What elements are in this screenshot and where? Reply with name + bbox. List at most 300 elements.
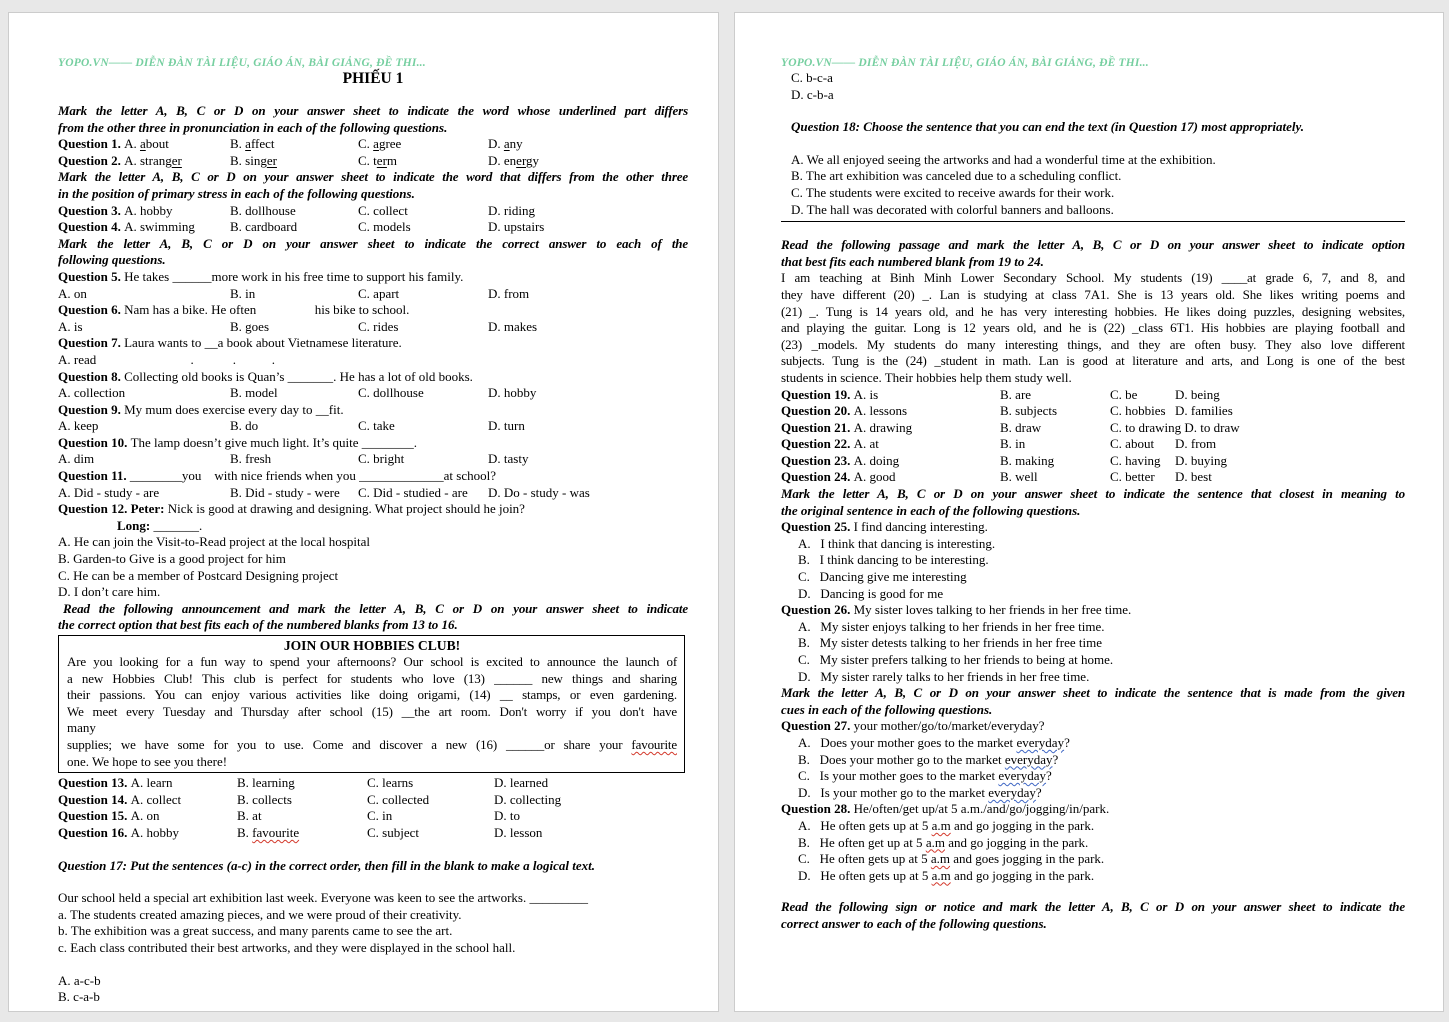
text-segment: D. hobby (488, 385, 537, 401)
text-segment: a.m (925, 834, 945, 850)
options-row (58, 775, 688, 792)
text-segment: A. He often gets up at 5 (798, 817, 932, 833)
text-segment: A. at (853, 436, 879, 452)
text-segment: Question 11. (58, 468, 130, 484)
option-cell (1000, 403, 1110, 420)
text-segment: C. Is your mother goes to the market (798, 768, 999, 784)
option-cell (58, 451, 230, 468)
option-cell (1000, 453, 1110, 470)
question-stem (58, 468, 688, 485)
question-stem (58, 302, 688, 319)
text-segment: C. My sister prefers talking to her friends to being at home. (798, 652, 1114, 667)
text-line (781, 868, 1405, 885)
text-segment: favourite (252, 824, 300, 840)
text-segment: B. He often get up at 5 (798, 834, 926, 850)
option-cell (367, 825, 494, 842)
text-segment: D. families (1175, 403, 1233, 419)
text-segment: B. fresh (230, 451, 272, 467)
text-segment: er (171, 152, 182, 168)
option-cell (1175, 436, 1216, 453)
text-segment: everyday (1016, 734, 1065, 750)
text-segment: from the other three in pronunciation in each of the following questions. (58, 119, 448, 135)
text-segment: B. do (230, 418, 259, 434)
text-segment: A. is (853, 386, 879, 402)
option-cell (358, 418, 488, 435)
text-segment: Question 6. (58, 302, 125, 318)
text-segment: cues in each of the following questions. (781, 701, 993, 717)
text-segment: D. He often gets up at 5 (798, 867, 932, 883)
text-line (781, 353, 1405, 370)
question-stem (781, 519, 1405, 536)
text-segment: Question 2. (58, 152, 125, 168)
option-cell (58, 219, 230, 236)
text-segment: everyday (1004, 751, 1053, 767)
text-segment: B. Does your mother go to the market (798, 751, 1005, 767)
text-segment: Question 18: Choose the sentence that you can end the text (in Question 17) most appropriately. (791, 119, 1305, 135)
text-segment: He/often/get up/at 5 a.m./and/go/jogging/in/park. (853, 801, 1110, 817)
text-segment: Long: (117, 517, 154, 533)
text-segment: Question 28. (781, 801, 854, 817)
option-cell (1175, 453, 1227, 470)
text-line (58, 352, 688, 369)
text-segment: D. to (494, 808, 520, 824)
option-cell (230, 385, 358, 402)
text-segment: B. goes (230, 318, 269, 334)
option-cell (58, 136, 230, 153)
text-segment: er (376, 152, 387, 168)
text-line (781, 835, 1405, 852)
instruction-line (58, 186, 688, 203)
text-segment: Question 10. (58, 434, 131, 450)
text-line (781, 287, 1405, 304)
option-cell (58, 485, 230, 502)
instruction-line (781, 899, 1405, 916)
text-segment: Question 22. (781, 436, 854, 452)
option-cell (58, 319, 230, 336)
options-row (781, 387, 1405, 404)
option-cell (58, 385, 230, 402)
option-cell (488, 203, 535, 220)
text-segment: B. in (1000, 436, 1026, 452)
text-segment: a new Hobbies Club! This club is perfect for students who love (13) ______ new things and sharing (67, 670, 677, 686)
option-cell (230, 203, 358, 220)
instruction-line (781, 119, 1405, 136)
options-row (58, 203, 688, 220)
option-cell (230, 485, 358, 502)
option-cell (1175, 387, 1220, 404)
text-segment: that best fits each numbered blank from 19 to 24. (781, 253, 1044, 269)
announcement-line (67, 737, 677, 754)
text-segment: Mark the letter A, B, C or D on your answer sheet to indicate the correct answer to each of the (58, 235, 688, 251)
text-segment: Collecting old books is Quan’s _______. He has a lot of old books. (124, 368, 473, 384)
text-segment: D. to draw (1184, 419, 1240, 435)
text-segment: Question 4. (58, 219, 125, 235)
option-cell (494, 808, 520, 825)
text-segment: Question 15. (58, 808, 131, 824)
announcement-line (67, 654, 677, 671)
text-segment: B. (237, 824, 253, 840)
text-segment: C. having (1110, 452, 1161, 468)
text-segment: B. My sister detests talking to her friends in her free time (798, 635, 1102, 651)
text-segment: D. collecting (494, 791, 562, 807)
options-row (58, 385, 688, 402)
text-segment: D. c-b-a (791, 86, 834, 102)
text-line (58, 940, 688, 957)
text-segment: the original sentence in each of the following questions. (781, 502, 1081, 518)
text-segment: and go jogging in the park. (950, 867, 1095, 883)
text-segment: C. dollhouse (358, 385, 424, 401)
text-segment: C. He can be a member of Postcard Designing project (58, 567, 339, 583)
spacer (781, 136, 1405, 152)
announcement-line (67, 671, 677, 688)
option-cell (781, 420, 1000, 437)
instruction-line (781, 486, 1405, 503)
options-row (781, 469, 1405, 486)
page-title: PHIẾU 1 (342, 70, 404, 87)
text-segment: B. well (1000, 469, 1038, 485)
text-segment: favourite (631, 736, 677, 752)
text-segment: Question 5. (58, 268, 125, 284)
text-segment: A. I think that dancing is interesting. (798, 535, 996, 551)
option-cell (781, 387, 1000, 404)
text-segment: D. riding (488, 202, 535, 218)
text-segment: C. subject (367, 824, 419, 840)
option-cell (237, 775, 367, 792)
text-line (58, 518, 688, 535)
text-segment: Mark the letter A, B, C or D on your answer sheet to indicate the sentence that closest in meaning to (781, 486, 1405, 502)
text-line (58, 551, 688, 568)
text-segment: A. Did - study - are (58, 484, 160, 500)
page-right (734, 12, 1444, 1012)
text-segment: D. buying (1175, 452, 1227, 468)
option-cell (1175, 469, 1212, 486)
text-segment: A. lessons (853, 403, 908, 419)
option-cell (358, 286, 488, 303)
text-segment: B. model (230, 385, 278, 401)
text-segment: A. (124, 136, 140, 152)
option-cell (488, 319, 537, 336)
text-segment: Question 20. (781, 403, 854, 419)
text-segment: D. Dancing is good for me (798, 585, 944, 601)
options-row (781, 436, 1405, 453)
instruction-line (58, 103, 688, 120)
text-segment: B. in (230, 285, 256, 301)
text-segment: C. t (358, 152, 377, 168)
text-segment: B. draw (1000, 419, 1042, 435)
text-segment: Are you looking for a fun way to spend your afternoons? Our school is excited to announce the launch of (67, 654, 677, 669)
option-cell (358, 153, 488, 170)
text-segment: Read the following sign or notice and mark the letter A, B, C or D on your answer sheet to indicate the (781, 899, 1405, 915)
text-segment: A. strang (124, 152, 172, 168)
text-segment: I find dancing interesting. (853, 519, 988, 535)
option-cell (230, 418, 358, 435)
option-cell (358, 485, 488, 502)
text-segment: D. lesson (494, 824, 543, 840)
text-segment: A. learn (130, 775, 173, 791)
text-line (58, 568, 688, 585)
text-line (781, 752, 1405, 769)
text-segment: D. My sister rarely talks to her friends in her free time. (798, 668, 1090, 684)
text-segment: C. Did - studied - are (358, 484, 468, 500)
text-segment: A. on (58, 285, 87, 301)
text-segment: Question 1. (58, 136, 125, 152)
question-stem (781, 602, 1405, 619)
text-segment: Question 12. Peter: (58, 501, 168, 517)
option-cell (358, 451, 488, 468)
text-segment: everyday (998, 768, 1047, 784)
text-segment: He takes ______more work in his free time to support his family. (124, 268, 464, 284)
text-segment: A. collection (58, 385, 126, 401)
text-line (781, 818, 1405, 835)
text-segment: everyday (988, 784, 1036, 800)
text-segment: D. upstairs (488, 219, 545, 235)
text-segment: D. from (488, 285, 530, 301)
option-cell (494, 825, 542, 842)
text-line (781, 185, 1405, 202)
text-line (58, 973, 688, 990)
instruction-line (58, 120, 688, 137)
option-cell (230, 319, 358, 336)
text-segment: A. is (58, 318, 83, 334)
instruction-line (58, 617, 688, 634)
option-cell (237, 808, 367, 825)
text-segment: Nam has a bike. He often his bike to school. (124, 302, 410, 318)
text-segment: A. doing (853, 452, 900, 468)
text-line (781, 304, 1405, 321)
option-cell (230, 219, 358, 236)
text-segment: and go jogging in the park. (950, 817, 1095, 833)
option-cell (1184, 420, 1239, 437)
options-row (58, 808, 688, 825)
text-segment: _______. (153, 517, 203, 533)
option-cell (781, 436, 1000, 453)
text-line (781, 370, 1405, 387)
text-line (781, 569, 1405, 586)
text-segment: Question 17: Put the sentences (a-c) in the correct order, then fill in the blank to make a logical text. (58, 857, 595, 873)
text-line (781, 87, 1405, 104)
text-segment: a (139, 136, 146, 152)
option-cell (1000, 420, 1110, 437)
text-segment: B. I think dancing to be interesting. (798, 552, 989, 568)
question-stem (58, 335, 688, 352)
text-segment: C. bright (358, 451, 405, 467)
announcement-line (67, 754, 677, 771)
text-segment: subjects. Tung is the (24) _student in math. Lan is good at literature and arts, and Long is one of the best (781, 353, 1405, 369)
text-segment: supplies; we have some for you to use. Come and discover a new (16) ______or share your (67, 736, 632, 752)
text-segment: Question 3. (58, 202, 125, 218)
option-cell (1000, 436, 1110, 453)
text-segment: many (67, 720, 96, 736)
text-segment: D. The hall was decorated with colorful banners and balloons. (791, 201, 1114, 217)
options-row (58, 418, 688, 435)
text-segment: er (516, 152, 527, 168)
instruction-line (781, 503, 1405, 520)
question-stem (781, 801, 1405, 818)
option-cell (367, 775, 494, 792)
option-cell (358, 136, 488, 153)
text-segment: B. Garden-to Give is a good project for him (58, 551, 286, 567)
option-cell (1110, 436, 1175, 453)
text-line (781, 337, 1405, 354)
text-segment: C. rides (358, 318, 399, 334)
text-segment: D. en (488, 152, 517, 168)
instruction-line (58, 858, 688, 875)
text-segment: (21) _. Tung is 14 years old, and he has very interesting hobbies. He likes doing puzzles, designing websites, (781, 303, 1405, 319)
text-segment: C. He often gets up at 5 (798, 851, 931, 867)
text-segment: a.m (930, 851, 951, 867)
text-segment: A. a-c-b (58, 972, 101, 988)
text-segment: The lamp doesn’t give much light. It’s quite ________. (130, 434, 418, 450)
options-row (58, 153, 688, 170)
text-segment: Our school held a special art exhibition last week. Everyone was keen to see the artworks. _________ (58, 890, 588, 906)
text-segment: B. dollhouse (230, 202, 296, 218)
spacer (58, 874, 688, 890)
option-cell (488, 385, 536, 402)
option-cell (488, 485, 590, 502)
text-segment: Question 19. (781, 386, 854, 402)
text-segment: students in science. Their hobbies help them study well. (781, 369, 1072, 385)
text-segment: C. models (358, 219, 411, 235)
text-segment: one. We hope to see you there! (67, 753, 228, 769)
text-segment: Question 23. (781, 452, 854, 468)
option-cell (781, 469, 1000, 486)
text-line (58, 584, 688, 601)
text-segment: D. being (1175, 386, 1220, 402)
text-segment: ? (1046, 768, 1052, 784)
text-segment: C. learns (367, 775, 414, 791)
option-cell (488, 451, 528, 468)
text-segment: C. in (367, 808, 393, 824)
text-segment: A. My sister enjoys talking to her friends in her free time. (798, 618, 1105, 634)
question-stem (58, 435, 688, 452)
text-segment: ? (1064, 734, 1070, 750)
text-segment: A. read . . . (58, 351, 276, 367)
options-row (58, 136, 688, 153)
text-segment: A. swimming (124, 219, 195, 235)
text-segment: B. sing (230, 152, 267, 168)
text-line (781, 619, 1405, 636)
text-segment: er (266, 152, 277, 168)
text-line (781, 168, 1405, 185)
announcement-line (67, 720, 677, 737)
text-segment: I am teaching at Binh Minh Lower Secondary School. My students (19) ____at grade 6, 7, and 8, and (781, 270, 1405, 286)
option-cell (1110, 453, 1175, 470)
text-line (58, 907, 688, 924)
text-line (781, 586, 1405, 603)
text-segment: A. drawing (853, 419, 913, 435)
text-segment: B. collects (237, 791, 292, 807)
options-row (781, 453, 1405, 470)
text-segment: B. (230, 136, 246, 152)
text-segment: Read the following announcement and mark the letter A, B, C or D on your answer sheet to indicate (63, 600, 688, 616)
option-cell (230, 286, 358, 303)
text-segment: B. are (1000, 386, 1032, 402)
question-stem (58, 369, 688, 386)
options-row (58, 825, 688, 842)
option-cell (488, 418, 525, 435)
option-cell (358, 219, 488, 236)
text-segment: B. The art exhibition was canceled due to a scheduling conflict. (791, 168, 1122, 184)
text-segment: Mark the letter A, B, C or D on your answer sheet to indicate the word that differs from the other three (58, 169, 688, 185)
spacer (58, 957, 688, 973)
option-cell (58, 825, 237, 842)
text-line (58, 890, 688, 907)
text-line (781, 70, 1405, 87)
text-segment: My sister loves talking to her friends in her free time. (853, 602, 1132, 618)
text-segment: B. at (237, 808, 262, 824)
text-segment: a.m (931, 867, 951, 883)
text-segment: C. b-c-a (791, 70, 833, 85)
text-line (781, 785, 1405, 802)
question-stem (781, 718, 1405, 735)
text-segment: Mark the letter A, B, C or D on your answer sheet to indicate the sentence that is made from the given (781, 685, 1405, 701)
spacer (58, 842, 688, 858)
text-segment: Mark the letter A, B, C or D on your answer sheet to indicate the word whose underlined part differs (58, 103, 688, 118)
option-cell (1110, 469, 1175, 486)
instruction-line (58, 236, 688, 253)
announcement-line (67, 704, 677, 721)
text-segment: b. The exhibition was a great success, and many parents came to see the art. (58, 923, 453, 939)
option-cell (488, 153, 539, 170)
option-cell (58, 792, 237, 809)
text-segment: a (245, 136, 251, 152)
option-cell (230, 451, 358, 468)
text-segment: B. c-a-b (58, 989, 100, 1005)
text-segment: Read the following passage and mark the letter A, B, C or D on your answer sheet to indicate option (781, 237, 1405, 253)
text-segment: a (373, 136, 379, 152)
options-row (58, 319, 688, 336)
question-stem (58, 402, 688, 419)
option-cell (58, 153, 230, 170)
option-cell (781, 403, 1000, 420)
option-cell (1000, 469, 1110, 486)
text-segment: D. learned (494, 775, 549, 791)
option-cell (58, 203, 230, 220)
instruction-line (781, 237, 1405, 254)
text-segment: A. We all enjoyed seeing the artworks and had a wonderful time at the exhibition. (791, 151, 1216, 167)
text-segment: your mother/go/to/market/everyday? (853, 718, 1045, 734)
option-cell (58, 286, 230, 303)
text-segment: Question 8. (58, 368, 125, 384)
text-line (781, 768, 1405, 785)
question-stem (58, 501, 688, 518)
text-segment: Question 25. (781, 519, 854, 535)
option-cell (237, 825, 367, 842)
text-line (781, 270, 1405, 287)
option-cell (58, 418, 230, 435)
text-segment: Question 26. (781, 602, 854, 618)
options-row (781, 403, 1405, 420)
text-segment: B. Did - study - were (230, 484, 340, 500)
text-segment: C. hobbies (1110, 403, 1166, 419)
text-segment: and playing the guitar. Long is 12 years old, and he is (22) _class 6T1. His hobbies are playing football and (781, 320, 1405, 336)
text-segment: Laura wants to __a book about Vietnamese literature. (124, 335, 402, 351)
text-segment: Question 13. (58, 775, 131, 791)
text-segment: B. cardboard (230, 219, 298, 235)
text-segment: A. collect (130, 791, 182, 807)
text-segment: D. best (1175, 469, 1212, 485)
text-segment: A. good (853, 469, 896, 485)
text-segment: C. collect (358, 202, 408, 218)
instruction-line (781, 685, 1405, 702)
text-segment: A. dim (58, 451, 95, 467)
text-segment: C. The students were excited to receive awards for their work. (791, 184, 1115, 200)
text-segment: m (386, 152, 398, 168)
text-segment: and goes jogging in the park. (950, 851, 1105, 867)
text-segment: and go jogging in the park. (944, 834, 1089, 850)
text-segment: C. apart (358, 285, 400, 301)
text-segment: in the position of primary stress in each of the following questions. (58, 185, 415, 201)
